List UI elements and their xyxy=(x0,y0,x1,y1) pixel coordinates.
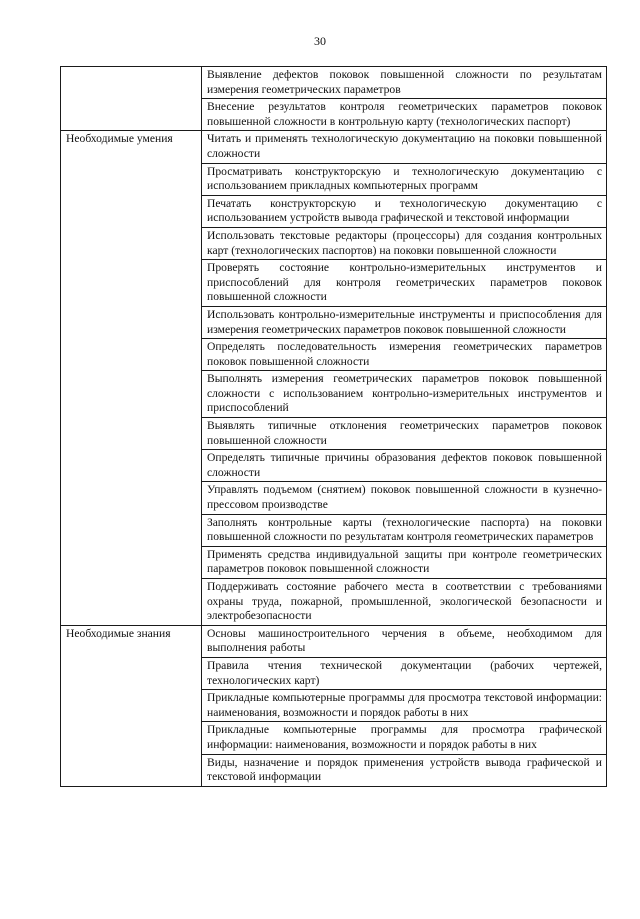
competency-table-body xyxy=(61,67,607,787)
section-label xyxy=(61,67,202,131)
requirement-cell: Просматривать конструкторскую и технологическую документацию с использованием прикладных компьютерных программ xyxy=(202,163,607,195)
requirement-cell: Использовать контрольно-измерительные инструменты и приспособления для измерения геометрических параметров поковок повышенной сложности xyxy=(202,306,607,338)
section-label: Необходимые умения xyxy=(61,131,202,625)
table-row xyxy=(61,67,607,99)
section-label: Необходимые знания xyxy=(61,625,202,786)
requirement-cell: Определять последовательность измерения геометрических параметров поковок повышенной сложности xyxy=(202,339,607,371)
requirement-cell: Прикладные компьютерные программы для просмотра текстовой информации: наименования, возможности и порядок работы в них xyxy=(202,690,607,722)
requirement-cell: Правила чтения технической документации (рабочих чертежей, технологических карт) xyxy=(202,657,607,689)
requirement-cell: Читать и применять технологическую документацию на поковки повышенной сложности xyxy=(202,131,607,163)
requirement-cell: Прикладные компьютерные программы для просмотра графической информации: наименования, возможности и порядок работы в них xyxy=(202,722,607,754)
requirement-cell: Поддерживать состояние рабочего места в соответствии с требованиями охраны труда, пожарной, промышленной, экологической безопасности и электробезопасности xyxy=(202,579,607,626)
competency-table xyxy=(60,66,607,787)
page-number: 30 xyxy=(314,34,326,48)
requirement-cell: Виды, назначение и порядок применения устройств вывода графической и текстовой информации xyxy=(202,754,607,786)
requirement-cell: Основы машиностроительного черчения в объеме, необходимом для выполнения работы xyxy=(202,625,607,657)
requirement-cell: Заполнять контрольные карты (технологические паспорта) на поковки повышенной сложности по результатам контроля геометрических параметров xyxy=(202,514,607,546)
requirement-cell: Печатать конструкторскую и технологическую документацию с использованием устройств вывода графической и текстовой информации xyxy=(202,195,607,227)
requirement-cell: Внесение результатов контроля геометрических параметров поковок повышенной сложности в контрольную карту (технологических паспорт) xyxy=(202,99,607,131)
requirement-cell: Выполнять измерения геометрических параметров поковок повышенной сложности с использованием контрольно-измерительных инструментов и приспособлений xyxy=(202,371,607,418)
requirement-cell: Определять типичные причины образования дефектов поковок повышенной сложности xyxy=(202,450,607,482)
table-row xyxy=(61,625,607,657)
requirement-cell: Выявлять типичные отклонения геометрических параметров поковок повышенной сложности xyxy=(202,418,607,450)
requirement-cell: Применять средства индивидуальной защиты при контроле геометрических параметров поковок повышенной сложности xyxy=(202,546,607,578)
requirement-cell: Управлять подъемом (снятием) поковок повышенной сложности в кузнечно-прессовом производстве xyxy=(202,482,607,514)
requirement-cell: Использовать текстовые редакторы (процессоры) для создания контрольных карт (технологических паспортов) на поковки повышенной сложности xyxy=(202,227,607,259)
table-row xyxy=(61,131,607,163)
requirement-cell: Проверять состояние контрольно-измерительных инструментов и приспособлений для контроля геометрических параметров поковок повышенной сложности xyxy=(202,260,607,307)
requirement-cell: Выявление дефектов поковок повышенной сложности по результатам измерения геометрических параметров xyxy=(202,67,607,99)
